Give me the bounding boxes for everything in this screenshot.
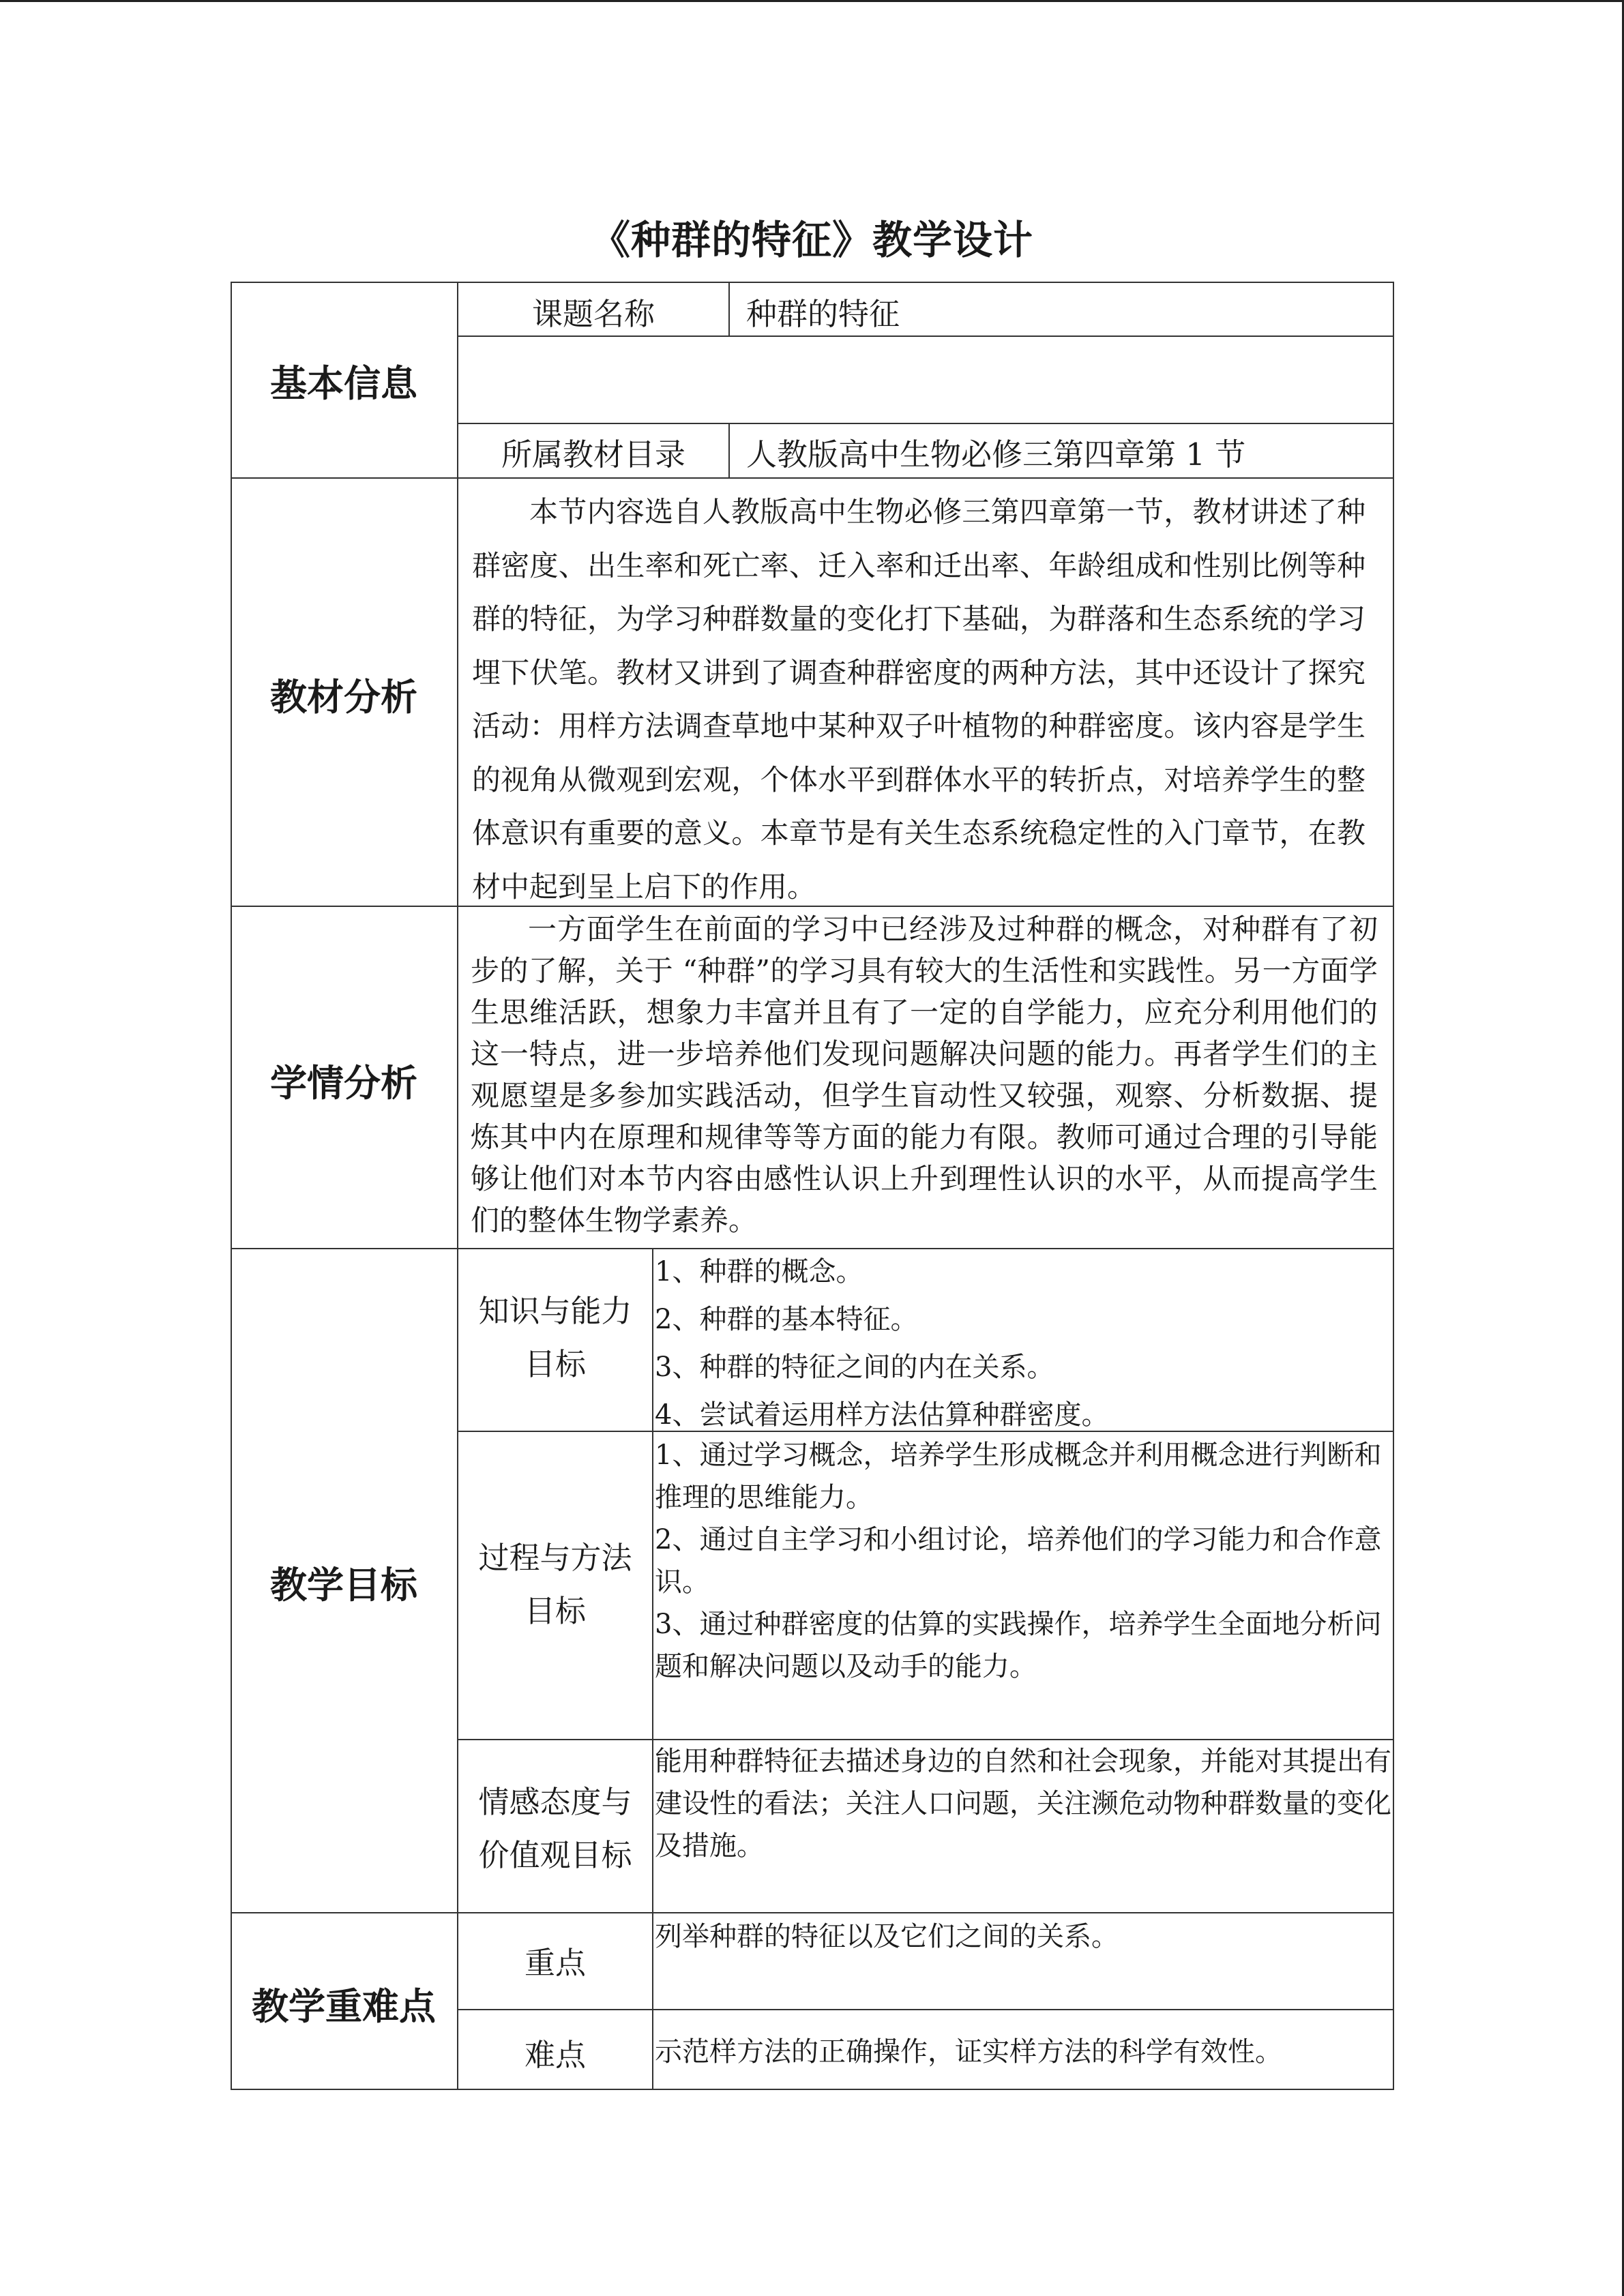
teaching-goals-bottom: [231, 1912, 1394, 1913]
emotion-goal-label-line2: 价值观目标: [478, 1837, 632, 1873]
emotion-goal-label-line1: 情感态度与: [478, 1784, 632, 1820]
knowledge-goal-label: [458, 1285, 652, 1391]
basic-info-bottom: [231, 477, 1394, 479]
process-goal-label: [458, 1532, 652, 1638]
focus-row-bottom: [457, 2009, 1394, 2010]
process-goal-item: 1、通过学习概念，培养学生形成概念并利用概念进行判断和推理的思维能力。: [655, 1440, 1382, 1513]
student-analysis-text: 一方面学生在前面的学习中已经涉及过种群的概念，对种群有了初步的了解，关于 “种群”的学习具有较大的生活性和实践性。另一方面学生思维活跃，想象力丰富并且有了一定的自学能力，应充分利用他们的这一特点，进一步培养他们发现问题解决问题的能力。再者学生们的主观愿望是多参加实践活动，但学生盲动性又较强，观察、分析数据、提炼其中内在原理和规律等等方面的能力有限。教师可通过合理的引导能够让他们对本节内容由感性认识上升到理性认识的水平，从而提高学生们的整体生物学素养。: [471, 912, 1378, 1237]
knowledge-goal-item: 2、种群的基本特征。: [655, 1304, 918, 1335]
knowledge-goal-item: 4、尝试着运用样方法估算种群密度。: [655, 1399, 1109, 1431]
course-name-value: 种群的特征: [746, 296, 900, 332]
student-analysis-label: 学情分析: [270, 1062, 417, 1105]
course-name-divider: [728, 282, 730, 336]
teaching-goals-label: 教学目标: [270, 1564, 417, 1607]
key-points-sub-divider: [652, 1912, 653, 2090]
textbook-label: 所属教材目录: [501, 436, 685, 473]
basic-info-label: 基本信息: [270, 362, 417, 405]
course-name-label: 课题名称: [531, 296, 655, 332]
page-top-border: [0, 0, 1624, 2]
emotion-goal-label: [458, 1776, 652, 1882]
textbook-analysis-label: 教材分析: [270, 676, 417, 719]
process-goal-item: 3、通过种群密度的估算的实践操作，培养学生全面地分析问题和解决问题以及动手的能力。: [655, 1609, 1382, 1682]
document-title: 《种群的特征》教学设计: [590, 217, 1033, 263]
course-name-row-bottom: [457, 336, 1394, 337]
process-goal-label-line1: 过程与方法: [478, 1540, 632, 1576]
difficulty-text: 示范样方法的正确操作，证实样方法的科学有效性。: [655, 2036, 1282, 2068]
knowledge-goal-item: 1、种群的概念。: [655, 1256, 863, 1287]
process-goal-label-line2: 目标: [524, 1593, 586, 1629]
focus-label: 重点: [524, 1945, 586, 1981]
difficulty-label: 难点: [524, 2037, 586, 2073]
key-points-label: 教学重难点: [252, 1985, 436, 2028]
knowledge-goal-label-line2: 目标: [524, 1346, 586, 1382]
knowledge-goal-list: [655, 1248, 1391, 1439]
process-goal-item: 2、通过自主学习和小组讨论，培养他们的学习能力和合作意识。: [655, 1524, 1382, 1598]
textbook-divider: [728, 423, 730, 477]
textbook-analysis-bottom: [231, 906, 1394, 907]
textbook-value: 人教版高中生物必修三第四章第 1 节: [746, 436, 1246, 473]
knowledge-goal-item: 3、种群的特征之间的内在关系。: [655, 1352, 1054, 1383]
goals-sub-divider: [652, 1248, 653, 1912]
knowledge-goal-bottom: [457, 1431, 1394, 1432]
textbook-analysis-text: 本节内容选自人教版高中生物必修三第四章第一节，教材讲述了种群密度、出生率和死亡率、迁入率和迁出率、年龄组成和性别比例等种群的特征，为学习种群数量的变化打下基础，为群落和生态系统的学习埋下伏笔。教材又讲到了调查种群密度的两种方法，其中还设计了探究活动：用样方法调查草地中某种双子叶植物的种群密度。该内容是学生的视角从微观到宏观，个体水平到群体水平的转折点，对培养学生的整体意识有重要的意义。本章节是有关生态系统稳定性的入门章节，在教材中起到呈上启下的作用。: [472, 495, 1365, 904]
knowledge-goal-label-line1: 知识与能力: [478, 1293, 632, 1329]
emotion-goal-text: 能用种群特征去描述身边的自然和社会现象，并能对其提出有建设性的看法；关注人口问题，关注濒危动物种群数量的变化及措施。: [655, 1746, 1391, 1862]
focus-text: 列举种群的特征以及它们之间的关系。: [655, 1921, 1119, 1952]
textbook-row-top: [457, 423, 1394, 424]
process-goal-list: [655, 1434, 1391, 1688]
